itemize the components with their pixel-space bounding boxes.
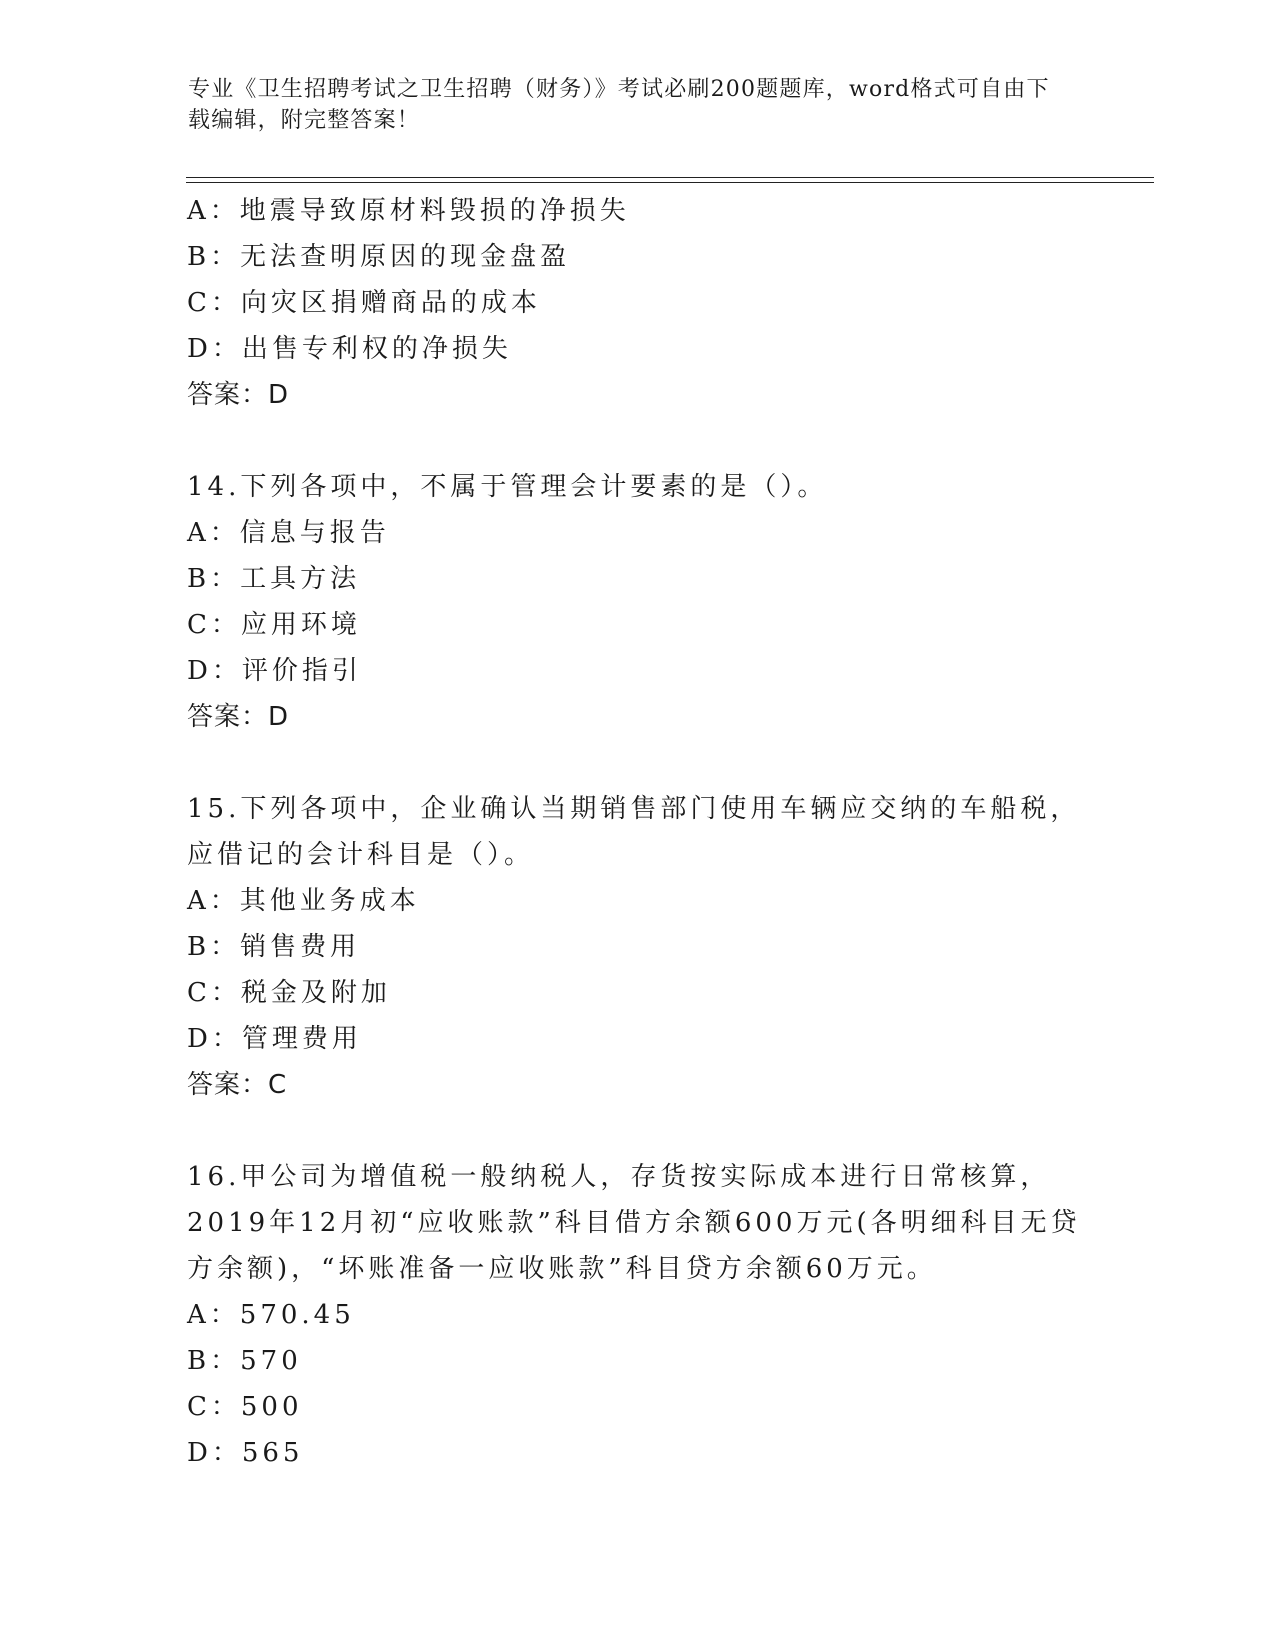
- header-divider-top: [186, 177, 1154, 178]
- option-a: A：其他业务成本: [187, 886, 420, 916]
- answer-line: 答案：D: [187, 702, 290, 732]
- option-b: B：无法查明原因的现金盘盈: [187, 242, 571, 272]
- question-text: 16.甲公司为增值税一般纳税人，存货按实际成本进行日常核算，2019年12月初“应收账款”科目借方余额600万元(各明细科目无贷方余额)，“坏账准备一应收账款”科目贷方余额60万元。: [187, 1162, 1081, 1284]
- question-13: [187, 188, 1087, 418]
- question-14: [187, 464, 1087, 740]
- spacer: [187, 740, 1087, 786]
- option-d: D：管理费用: [187, 1024, 362, 1054]
- option-c: C：应用环境: [187, 610, 361, 640]
- option-b: B：570: [187, 1346, 302, 1376]
- spacer: [187, 1108, 1087, 1154]
- document-body: [187, 188, 1087, 1476]
- option-c: C：500: [187, 1392, 303, 1422]
- question-15: [187, 786, 1087, 1108]
- spacer: [187, 418, 1087, 464]
- option-b: B：销售费用: [187, 932, 361, 962]
- header-divider-bottom: [186, 182, 1154, 183]
- option-a: A：570.45: [187, 1300, 355, 1330]
- question-text: 15.下列各项中，企业确认当期销售部门使用车辆应交纳的车船税，应借记的会计科目是（）。: [187, 794, 1081, 870]
- document-header: 专业《卫生招聘考试之卫生招聘（财务）》考试必刷200题题库，word格式可自由下载编辑，附完整答案！: [188, 77, 1050, 133]
- option-d: D：出售专利权的净损失: [187, 334, 512, 364]
- question-16: [187, 1154, 1087, 1476]
- option-a: A：地震导致原材料毁损的净损失: [187, 196, 630, 226]
- option-c: C：向灾区捐赠商品的成本: [187, 288, 541, 318]
- option-b: B：工具方法: [187, 564, 361, 594]
- answer-line: 答案：C: [187, 1070, 288, 1100]
- option-d: D：评价指引: [187, 656, 362, 686]
- option-a: A：信息与报告: [187, 518, 390, 548]
- question-text: 14.下列各项中，不属于管理会计要素的是（）。: [187, 472, 828, 502]
- option-d: D：565: [187, 1438, 304, 1468]
- option-c: C：税金及附加: [187, 978, 391, 1008]
- answer-line: 答案：D: [187, 380, 290, 410]
